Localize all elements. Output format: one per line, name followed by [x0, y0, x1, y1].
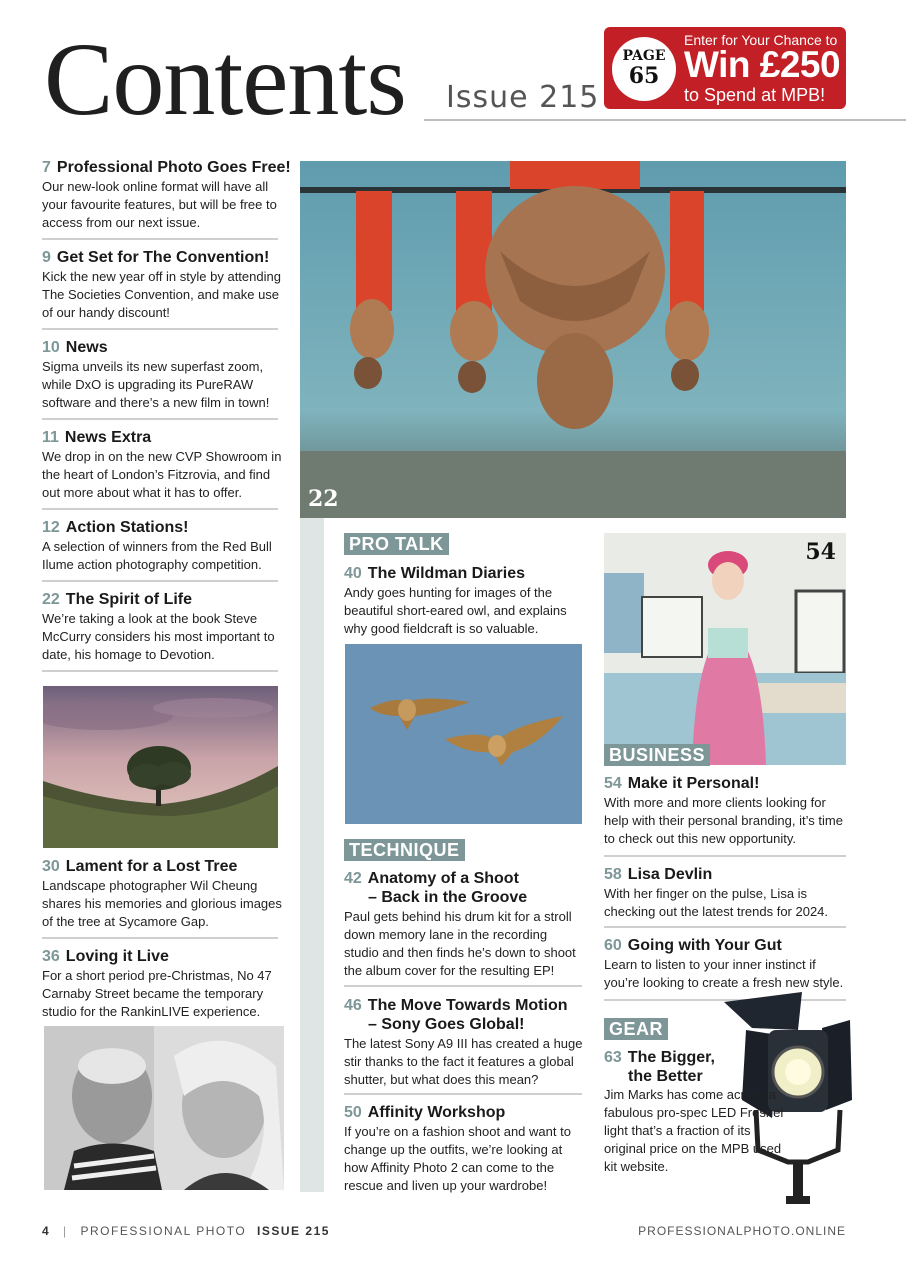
divider: [42, 580, 278, 582]
entry-title: Lament for a Lost Tree: [65, 858, 238, 875]
page-number: 60: [604, 937, 622, 954]
divider: [42, 937, 278, 939]
entry-title: The Bigger,: [627, 1049, 715, 1066]
entry-title: The Spirit of Life: [65, 591, 193, 608]
shaolin-monks-photo[interactable]: [300, 161, 846, 518]
toc-entry[interactable]: [42, 518, 282, 574]
toc-entry[interactable]: [344, 564, 584, 638]
page-number: 12: [42, 519, 60, 536]
footer-url[interactable]: PROFESSIONALPHOTO.ONLINE: [638, 1224, 846, 1238]
entry-title: Action Stations!: [65, 519, 189, 536]
entry-title: The Wildman Diaries: [367, 565, 526, 582]
page-number: 36: [42, 948, 60, 965]
page-number: 63: [604, 1049, 622, 1066]
page-number: 10: [42, 339, 60, 356]
entry-title: Anatomy of a Shoot: [367, 870, 519, 887]
toc-entry[interactable]: [604, 865, 844, 921]
section-tag-business: BUSINESS: [604, 744, 710, 766]
toc-entry[interactable]: [344, 1103, 584, 1195]
folio-magazine-name: PROFESSIONAL PHOTO: [80, 1224, 247, 1238]
entry-title: News Extra: [64, 429, 152, 446]
section-tag-technique: TECHNIQUE: [344, 839, 465, 861]
entry-description: Paul gets behind his drum kit for a stroll down memory lane in the recording studio and then finds he’s down to shoot the album cover for the resulting EP!: [344, 909, 576, 978]
page-number: 7: [42, 159, 51, 176]
gear-description: Jim Marks has come across a fabulous pro-spec LED Fresnel light that’s a fraction of its original price on the MPB used kit website.: [604, 1087, 784, 1174]
section-tag-pro-talk: PRO TALK: [344, 533, 449, 555]
entry-title: Going with Your Gut: [627, 937, 782, 954]
page-badge: [612, 37, 676, 101]
portrait-pair-illustration: [44, 1026, 284, 1190]
entry-description: The latest Sony A9 III has created a huge stir thanks to the fact it features a global shutter, but what does this mean?: [344, 1036, 583, 1087]
page-number: 50: [344, 1104, 362, 1121]
short-eared-owl-photo[interactable]: [345, 644, 582, 824]
page-number: 22: [42, 591, 60, 608]
entry-title: The Move Towards Motion: [367, 997, 568, 1014]
divider: [42, 418, 278, 420]
toc-entry[interactable]: [42, 428, 282, 502]
toc-entry-description: [604, 1085, 794, 1176]
toc-entry[interactable]: [604, 1048, 744, 1086]
toc-entry[interactable]: [42, 590, 282, 664]
entry-description: Kick the new year off in style by attending The Societies Convention, and make use of our handy discount!: [42, 269, 281, 320]
toc-entry[interactable]: [42, 338, 282, 412]
toc-entry[interactable]: [344, 996, 584, 1089]
entry-title-line-2: the Better: [628, 1068, 703, 1085]
toc-entry[interactable]: [42, 248, 282, 322]
monks-illustration: [300, 161, 846, 518]
entry-title: Make it Personal!: [627, 775, 760, 792]
tree-illustration: [43, 686, 278, 848]
page-number: 58: [604, 866, 622, 883]
divider: [344, 985, 582, 987]
divider: [42, 670, 278, 672]
page-number: 30: [42, 858, 60, 875]
divider: [344, 1093, 582, 1095]
promo-line-3: to Spend at MPB!: [684, 85, 826, 105]
photo-page-number: 22: [308, 486, 339, 512]
entry-description: Landscape photographer Wil Cheung shares his memories and glorious images of the tree at Sycamore Gap.: [42, 878, 282, 929]
divider: [42, 238, 278, 240]
toc-entry[interactable]: [42, 947, 282, 1021]
page-number: 46: [344, 997, 362, 1014]
owls-illustration: [345, 644, 582, 824]
section-tag-gear: GEAR: [604, 1018, 668, 1040]
folio-issue: ISSUE 215: [257, 1224, 330, 1238]
entry-title-line-2: – Sony Goes Global!: [368, 1016, 525, 1033]
entry-description: Our new-look online format will have all your favourite features, but will be free to access from our next issue.: [42, 179, 277, 230]
divider: [42, 328, 278, 330]
toc-entry[interactable]: [42, 158, 291, 232]
folio-separator: |: [63, 1224, 68, 1238]
entry-title: Professional Photo Goes Free!: [56, 159, 291, 176]
page-number: 40: [344, 565, 362, 582]
entry-title-line-2: – Back in the Groove: [368, 889, 528, 906]
entry-description: Sigma unveils its new superfast zoom, while DxO is upgrading its PureRAW software and there’s a new film in town!: [42, 359, 270, 410]
entry-description: Learn to listen to your inner instinct if you’re looking to create a fresh new style.: [604, 957, 844, 990]
folio-page-number: 4: [42, 1224, 51, 1238]
entry-description: We’re taking a look at the book Steve McCurry considers his most important to date, his homage to Devotion.: [42, 611, 275, 662]
toc-entry[interactable]: [604, 936, 844, 992]
personal-branding-photo[interactable]: [604, 533, 846, 765]
page-number: 54: [604, 775, 622, 792]
toc-entry[interactable]: [42, 857, 282, 931]
entry-description: If you’re on a fashion shoot and want to change up the outfits, we’re looking at how Affinity Photo 2 can come to the rescue and liven up your wardrobe!: [344, 1124, 571, 1193]
page-badge-number: 65: [628, 63, 660, 89]
entry-title: Lisa Devlin: [627, 866, 713, 883]
photo-page-number: 54: [805, 539, 836, 565]
page-badge-word: PAGE: [622, 48, 666, 64]
issue-number: Issue 215: [446, 80, 600, 115]
promo-line-2: Win £250: [684, 44, 841, 85]
entry-description: With more and more clients looking for help with their personal branding, it’s time to check out this new opportunity.: [604, 795, 843, 846]
entry-description: [604, 1086, 794, 1176]
page-title: Contents: [44, 22, 406, 137]
entry-title: News: [65, 339, 108, 356]
rankin-live-photo[interactable]: [44, 1026, 284, 1190]
kitchen-portrait-illustration: [604, 533, 846, 765]
entry-description: Andy goes hunting for images of the beautiful short-eared owl, and explains why good fieldcraft is so valuable.: [344, 585, 567, 636]
column-accent-bar: [300, 518, 324, 1192]
entry-title: Affinity Workshop: [367, 1104, 506, 1121]
entry-description: For a short period pre-Christmas, No 47 Carnaby Street became the temporary studio for the RankinLIVE experience.: [42, 968, 272, 1019]
entry-description: With her finger on the pulse, Lisa is checking out the latest trends for 2024.: [604, 886, 829, 919]
toc-entry[interactable]: [344, 869, 584, 980]
entry-title: Get Set for The Convention!: [56, 249, 270, 266]
page-number: 42: [344, 870, 362, 887]
entry-description: A selection of winners from the Red Bull Ilume action photography competition.: [42, 539, 272, 572]
page-number: 11: [42, 429, 59, 446]
toc-entry[interactable]: [604, 774, 844, 848]
page-number: 9: [42, 249, 51, 266]
title-rule: [424, 119, 906, 121]
entry-description: We drop in on the new CVP Showroom in the heart of London’s Fitzrovia, and find out more about what it has to offer.: [42, 449, 282, 500]
divider: [604, 855, 846, 857]
divider: [604, 926, 846, 928]
footer-folio: [42, 1224, 330, 1238]
entry-title: Loving it Live: [65, 948, 169, 965]
competition-promo[interactable]: [604, 27, 846, 109]
divider: [42, 508, 278, 510]
sycamore-gap-photo[interactable]: [43, 686, 278, 848]
promo-line-1: Enter for Your Chance to: [684, 32, 838, 48]
